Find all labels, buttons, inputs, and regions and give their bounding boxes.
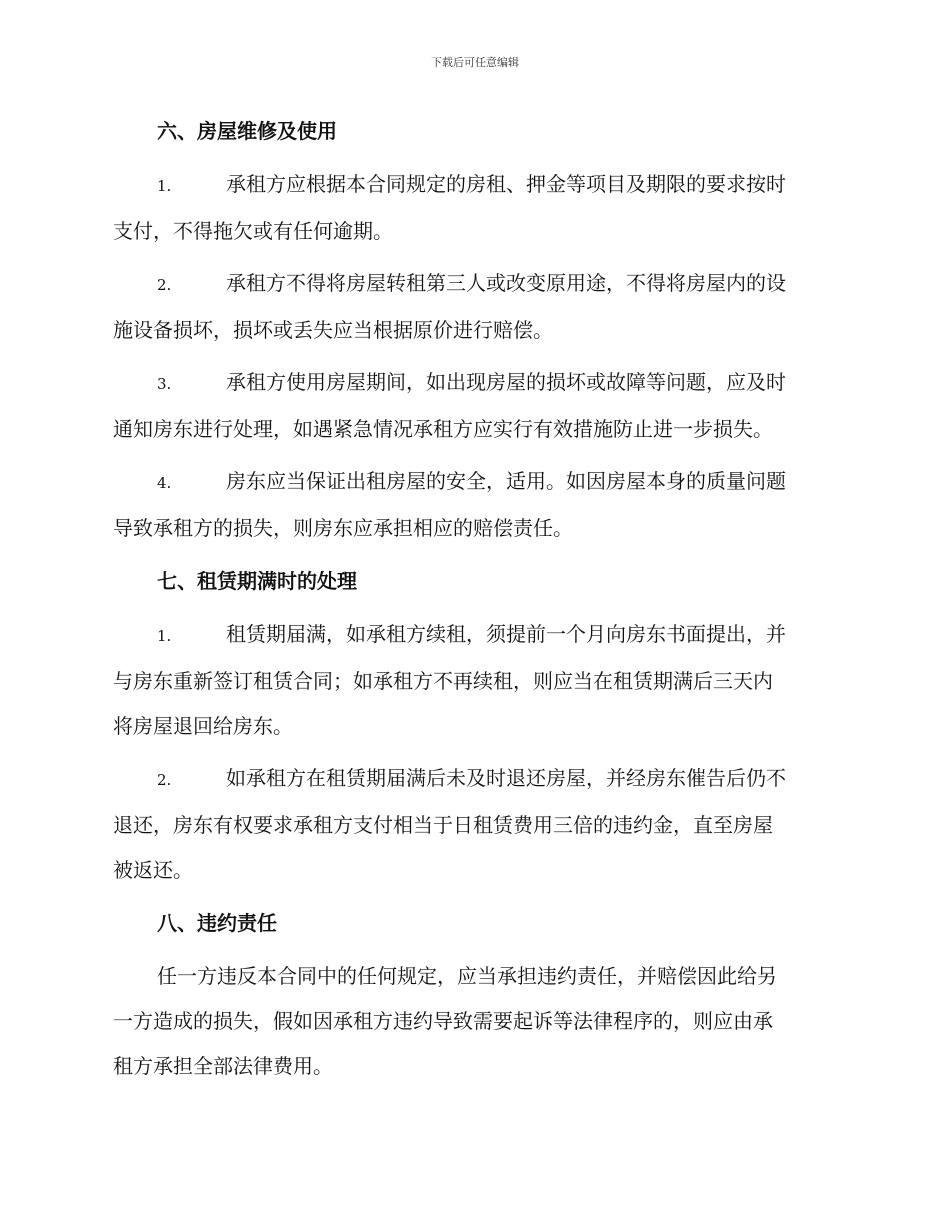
paragraph: [113, 954, 833, 1089]
item-text-line: 承租方使用房屋期间，如出现房屋的损坏或故障等问题，应及时: [226, 370, 786, 394]
list-item: [113, 756, 833, 893]
item-number: 2.: [157, 771, 172, 789]
item-text-line: 通知房东进行处理，如遇紧急情况承租方应实行有效措施防止进一步损失。: [113, 417, 773, 441]
item-number: 1.: [157, 627, 172, 645]
section-heading-7: 七、租赁期满时的处理: [157, 569, 357, 593]
item-number: 2.: [157, 276, 172, 294]
item-text-line: 退还，房东有权要求承租方支付相当于日租赁费用三倍的违约金，直至房屋: [113, 813, 773, 837]
paragraph-line: 租方承担全部法律费用。: [113, 1054, 333, 1078]
section-heading-6: 六、房屋维修及使用: [157, 119, 337, 143]
item-number: 4.: [157, 474, 172, 492]
item-text-line: 如承租方在租赁期届满后未及时退还房屋，并经房东催告后仍不: [226, 766, 786, 790]
item-text-line: 被返还。: [113, 858, 193, 882]
header-note: 下载后可任意编辑: [431, 56, 519, 69]
list-item: [113, 162, 833, 254]
item-text-line: 与房东重新签订租赁合同；如承租方不再续租，则应当在租赁期满后三天内: [113, 669, 773, 693]
item-text-line: 将房屋退回给房东。: [113, 714, 293, 738]
list-item: [113, 612, 833, 749]
item-number: 3.: [157, 375, 172, 393]
item-text-line: 施设备损坏，损坏或丢失应当根据原价进行赔偿。: [113, 318, 553, 342]
item-text-line: 承租方应根据本合同规定的房租、押金等项目及期限的要求按时: [226, 172, 786, 196]
list-item: [113, 459, 833, 551]
item-text-line: 导致承租方的损失，则房东应承担相应的赔偿责任。: [113, 516, 573, 540]
list-item: [113, 261, 833, 353]
paragraph-line: 任一方违反本合同中的任何规定，应当承担违约责任，并赔偿因此给另: [157, 964, 777, 988]
item-text-line: 承租方不得将房屋转租第三人或改变原用途，不得将房屋内的设: [226, 271, 786, 295]
item-number: 1.: [157, 177, 172, 195]
section-heading-8: 八、违约责任: [157, 911, 277, 935]
item-text-line: 租赁期届满，如承租方续租，须提前一个月向房东书面提出，并: [226, 622, 786, 646]
item-text-line: 房东应当保证出租房屋的安全，适用。如因房屋本身的质量问题: [226, 469, 786, 493]
item-text-line: 支付，不得拖欠或有任何逾期。: [113, 219, 393, 243]
paragraph-line: 一方造成的损失，假如因承租方违约导致需要起诉等法律程序的，则应由承: [113, 1009, 773, 1033]
list-item: [113, 360, 833, 452]
